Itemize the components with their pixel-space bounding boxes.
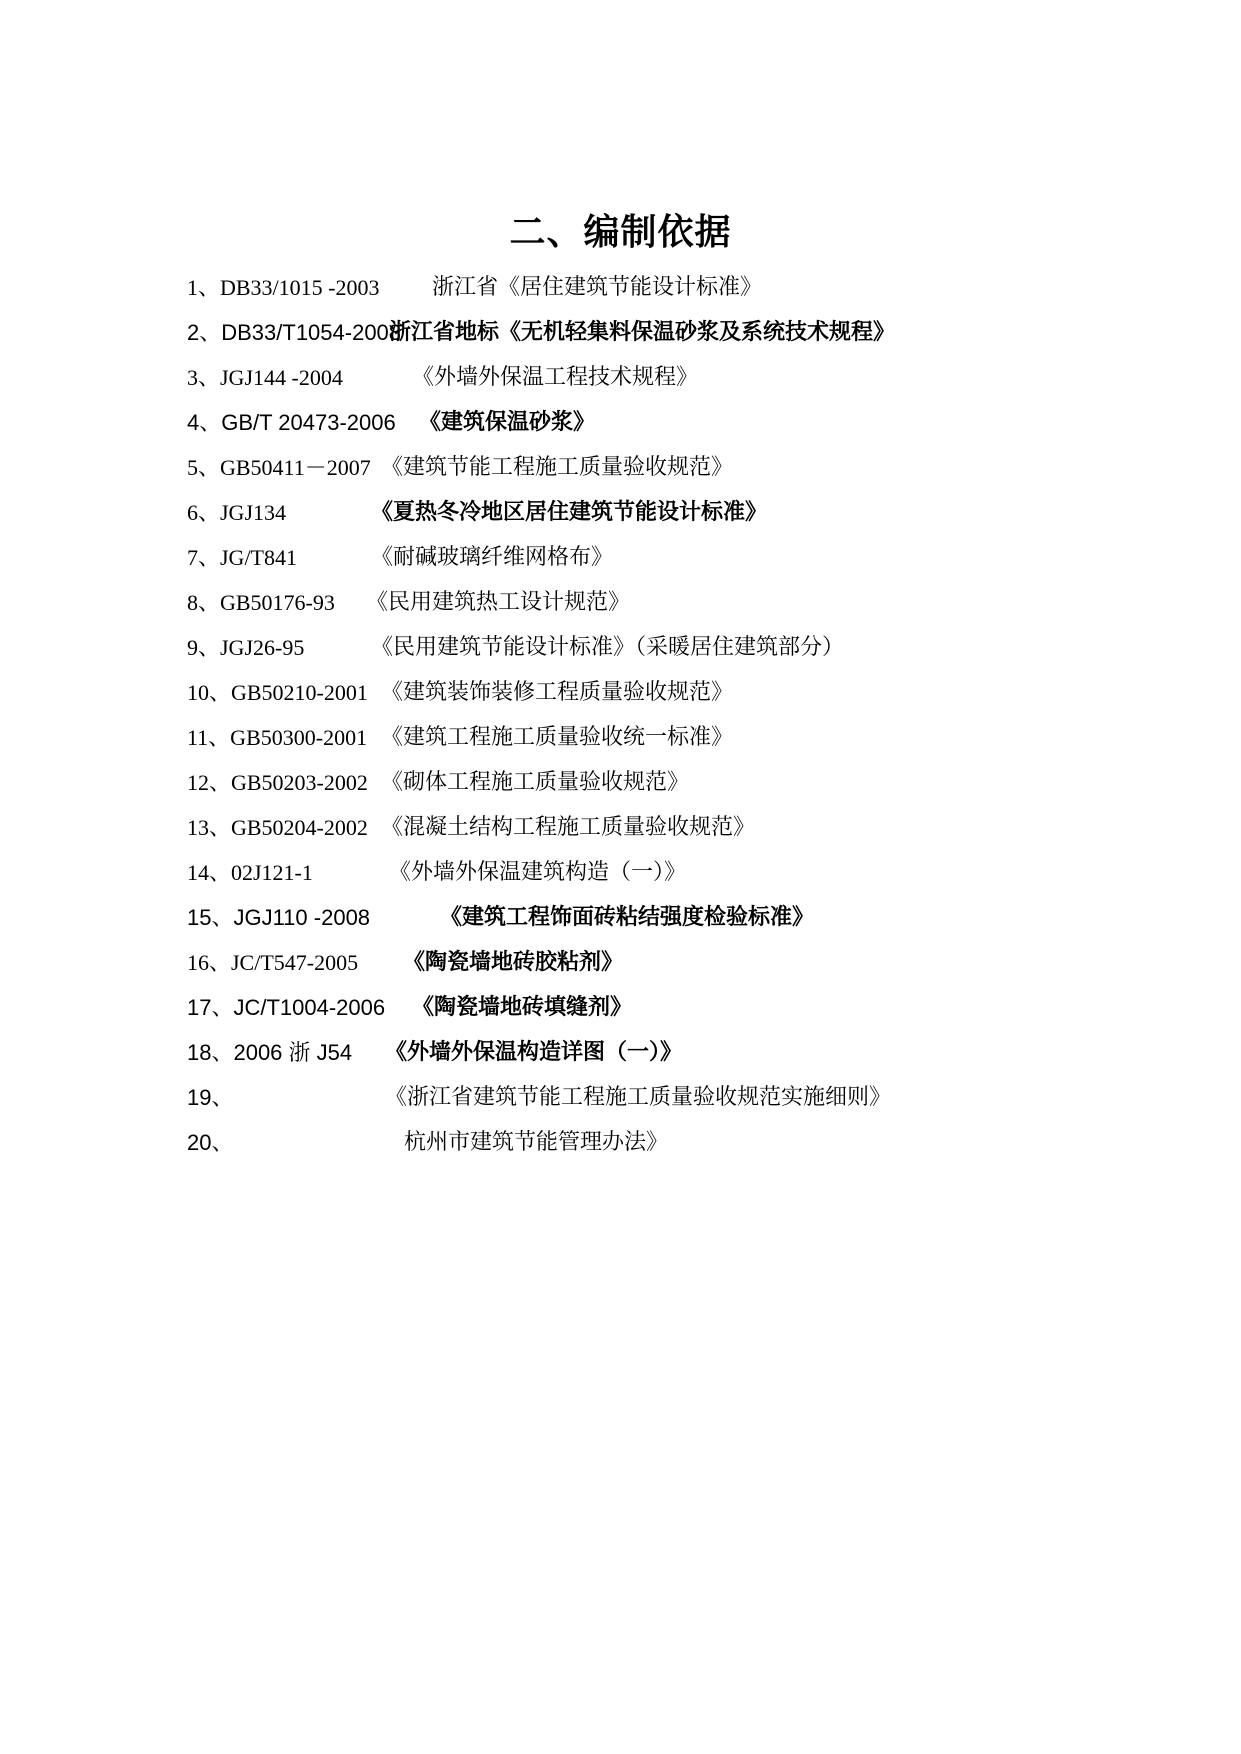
standard-code: 16、JC/T547-2005 <box>187 950 359 975</box>
standard-code: 9、JGJ26-95 <box>187 635 305 660</box>
standard-code: 15、JGJ110 -2008 <box>187 905 371 930</box>
list-item <box>0 898 1241 938</box>
standard-code: 13、GB50204-2002 <box>187 815 368 840</box>
standard-title: 杭州市建筑节能管理办法》 <box>404 1130 669 1155</box>
standard-title: 《民用建筑节能设计标准》（采暖居住建筑部分） <box>371 635 845 660</box>
standard-title: 《耐碱玻璃纤维网格布》 <box>371 545 614 570</box>
list-item <box>0 718 1241 758</box>
standard-code: 18、2006 浙 J54 <box>187 1040 353 1065</box>
standard-title: 浙江省《居住建筑节能设计标准》 <box>432 275 763 300</box>
standard-title: 《建筑节能工程施工质量验收规范》 <box>381 455 734 480</box>
standard-title: 《陶瓷墙地砖填缝剂》 <box>412 995 633 1020</box>
standard-title: 《混凝土结构工程施工质量验收规范》 <box>381 815 756 840</box>
standard-title: 《外墙外保温建筑构造（一）》 <box>389 860 687 885</box>
standard-code: 1、DB33/1015 -2003 <box>187 275 380 300</box>
standard-title: 《建筑保温砂浆》 <box>419 410 596 435</box>
list-item <box>0 403 1241 443</box>
standard-title: 《建筑工程施工质量验收统一标准》 <box>381 725 734 750</box>
standard-code: 3、JGJ144 -2004 <box>187 365 343 390</box>
list-item <box>0 538 1241 578</box>
standard-code: 19、 <box>187 1085 234 1110</box>
list-item <box>0 1033 1241 1073</box>
list-item <box>0 943 1241 983</box>
standard-title: 《陶瓷墙地砖胶粘剂》 <box>403 950 624 975</box>
standard-title: 《建筑工程饰面砖粘结强度检验标准》 <box>440 905 815 930</box>
standard-code: 14、02J121-1 <box>187 860 313 885</box>
standard-code: 12、GB50203-2002 <box>187 770 368 795</box>
standard-code: 4、GB/T 20473-2006 <box>187 410 396 435</box>
standard-title: 《夏热冬冷地区居住建筑节能设计标准》 <box>371 500 768 525</box>
standard-code: 17、JC/T1004-2006 <box>187 995 386 1020</box>
list-item <box>0 268 1241 308</box>
list-item <box>0 673 1241 713</box>
standard-title: 《浙江省建筑节能工程施工质量验收规范实施细则》 <box>385 1085 892 1110</box>
list-item <box>0 853 1241 893</box>
standard-title: 《建筑装饰装修工程质量验收规范》 <box>381 680 734 705</box>
standard-code: 20、 <box>187 1130 234 1155</box>
standard-code: 10、GB50210-2001 <box>187 680 368 705</box>
standard-title: 《民用建筑热工设计规范》 <box>366 590 631 615</box>
standard-code: 7、JG/T841 <box>187 545 298 570</box>
standard-title: 浙江省地标《无机轻集料保温砂浆及系统技术规程》 <box>389 320 896 345</box>
standard-code: 5、GB50411－2007 <box>187 455 371 480</box>
list-item <box>0 763 1241 803</box>
standard-code: 6、JGJ134 <box>187 500 287 525</box>
list-item <box>0 808 1241 848</box>
standard-title: 《外墙外保温构造详图（一）》 <box>385 1040 683 1065</box>
list-item <box>0 313 1241 353</box>
standard-title: 《外墙外保温工程技术规程》 <box>412 365 699 390</box>
list-item <box>0 358 1241 398</box>
list-item <box>0 1123 1241 1163</box>
list-item <box>0 493 1241 533</box>
standard-code: 8、GB50176-93 <box>187 590 335 615</box>
list-item <box>0 988 1241 1028</box>
list-item <box>0 583 1241 623</box>
list-item <box>0 1078 1241 1118</box>
standard-title: 《砌体工程施工质量验收规范》 <box>381 770 690 795</box>
standard-code: 2、DB33/T1054-2008 <box>187 320 402 345</box>
standard-code: 11、GB50300-2001 <box>187 725 368 750</box>
page-title: 二、编制依据 <box>509 212 732 253</box>
list-item <box>0 628 1241 668</box>
list-item <box>0 448 1241 488</box>
